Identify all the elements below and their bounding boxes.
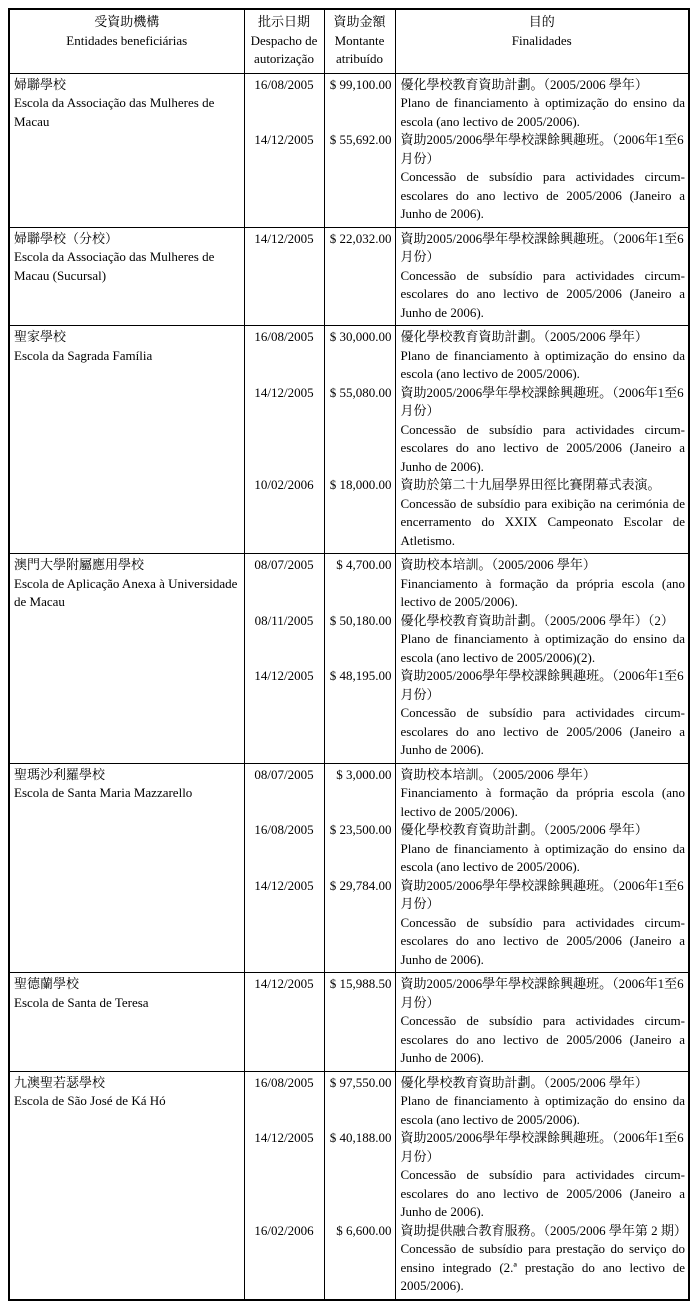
purpose-zh: 資助2005/2006學年學校課餘興趣班。（2006年1至6月份） [400,976,684,1010]
authorization-date-cell: 14/12/2005 [244,973,324,1072]
entity-name-zh: 婦聯學校 [14,76,67,92]
header-purpose-pt: Finalidades [511,32,572,48]
amount-cell: $ 50,180.00 [324,612,395,668]
authorization-date-cell: 14/12/2005 [244,877,324,973]
purpose-zh: 優化學校教育資助計劃。（2005/2006 學年） [400,76,648,92]
table-header [9,9,689,73]
purpose-pt: Concessão de subsídio para actividades circum-escolares do ano lectivo de 2005/2006 (Janeiro a Junho de 2006). [400,169,685,221]
entity-cell [9,763,244,973]
table-row [9,326,689,384]
header-row [9,9,689,73]
amount-cell: $ 23,500.00 [324,821,395,877]
authorization-date-cell: 08/11/2005 [244,612,324,668]
purpose-cell [395,227,689,326]
purpose-zh: 資助提供融合教育服務。（2005/2006 學年第 2 期） [400,1222,687,1238]
purpose-cell [395,667,689,763]
entity-name-zh: 聖家學校 [14,329,67,344]
purpose-cell [395,973,689,1072]
purpose-pt: Financiamento à formação da própria escola (ano lectivo de 2005/2006). [400,785,685,819]
entity-name-pt: Escola de Santa Maria Mazzarello [14,785,193,800]
authorization-date-cell: 08/07/2005 [244,554,324,612]
purpose-zh: 資助於第二十九屆學界田徑比賽閉幕式表演。 [400,477,661,492]
header-entity-zh: 受資助機構 [94,14,160,29]
purpose-cell [395,476,689,554]
entity-name-pt: Escola da Associação das Mulheres de Macau (Sucursal) [14,249,215,283]
amount-cell: $ 6,600.00 [324,1222,395,1300]
purpose-pt: Concessão de subsídio para actividades circum-escolares do ano lectivo de 2005/2006 (Janeiro a Junho de 2006). [400,267,685,320]
entity-cell [9,73,244,227]
purpose-pt: Plano de financiamento à optimização do ensino da escola (ano lectivo de 2005/2006)(2). [400,631,685,665]
header-date-zh: 批示日期 [257,14,310,29]
authorization-date-cell: 10/02/2006 [244,476,324,554]
purpose-zh: 優化學校教育資助計劃。（2005/2006 學年） [400,822,648,837]
authorization-date-cell: 16/08/2005 [244,326,324,384]
entity-name-zh: 婦聯學校（分校） [14,230,119,246]
amount-cell: $ 97,550.00 [324,1071,395,1129]
purpose-zh: 資助2005/2006學年學校課餘興趣班。（2006年1至6月份） [400,668,684,702]
amount-cell: $ 15,988.50 [324,973,395,1072]
purpose-pt: Plano de financiamento à optimização do ensino da escola (ano lectivo de 2005/2006). [400,95,685,129]
purpose-zh: 資助2005/2006學年學校課餘興趣班。（2006年1至6月份） [400,384,684,418]
purpose-zh: 資助2005/2006學年學校課餘興趣班。（2006年1至6月份） [400,132,684,166]
authorization-date-cell: 16/08/2005 [244,1071,324,1129]
entity-cell [9,1071,244,1300]
purpose-zh: 資助校本培訓。（2005/2006 學年） [400,766,596,782]
purpose-cell [395,1222,689,1300]
entity-cell [9,554,244,764]
amount-cell: $ 18,000.00 [324,476,395,554]
entity-name-zh: 九澳聖若瑟學校 [14,1074,106,1090]
amount-cell: $ 29,784.00 [324,877,395,973]
purpose-zh: 優化學校教育資助計劃。（2005/2006 學年） [400,329,648,344]
amount-cell: $ 99,100.00 [324,73,395,131]
header-amount-pt-2: atribuído [336,51,383,66]
authorization-date-cell: 16/08/2005 [244,821,324,877]
authorization-date-cell: 16/08/2005 [244,73,324,131]
header-date [244,9,324,73]
purpose-pt: Concessão de subsídio para actividades circum-escolares do ano lectivo de 2005/2006 (Janeiro a Junho de 2006). [400,421,685,474]
authorization-date-cell: 14/12/2005 [244,227,324,326]
purpose-pt: Plano de financiamento à optimização do ensino da escola (ano lectivo de 2005/2006). [400,840,685,874]
amount-cell: $ 3,000.00 [324,763,395,821]
header-amount [324,9,395,73]
header-entity [9,9,244,73]
purpose-cell [395,821,689,877]
header-amount-pt-1: Montante [334,32,385,48]
entity-cell [9,973,244,1072]
entity-name-pt: Escola de Aplicação Anexa à Universidade de Macau [14,575,238,609]
header-date-pt-2: autorização [254,51,314,66]
amount-cell: $ 40,188.00 [324,1129,395,1222]
entity-name-pt: Escola da Associação das Mulheres de Macau [14,95,215,129]
entity-cell [9,227,244,326]
purpose-zh: 資助校本培訓。（2005/2006 學年） [400,557,596,572]
purpose-zh: 資助2005/2006學年學校課餘興趣班。（2006年1至6月份） [400,1130,684,1164]
purpose-cell [395,384,689,477]
purpose-pt: Concessão de subsídio para actividades circum-escolares do ano lectivo de 2005/2006 (Janeiro a Junho de 2006). [400,914,685,967]
header-entity-pt: Entidades beneficiárias [66,32,188,48]
amount-cell: $ 22,032.00 [324,227,395,326]
purpose-cell [395,763,689,821]
entity-name-zh: 聖瑪沙利羅學校 [14,766,106,782]
authorization-date-cell: 14/12/2005 [244,384,324,477]
table-body [9,73,689,1300]
authorization-date-cell: 14/12/2005 [244,131,324,227]
entity-name-zh: 聖德蘭學校 [14,976,80,991]
table-row [9,973,689,1072]
purpose-pt: Concessão de subsídio para actividades circum-escolares do ano lectivo de 2005/2006 (Janeiro a Junho de 2006). [400,1167,685,1219]
authorization-date-cell: 08/07/2005 [244,763,324,821]
purpose-pt: Concessão de subsídio para actividades circum-escolares do ano lectivo de 2005/2006 (Janeiro a Junho de 2006). [400,705,685,757]
amount-cell: $ 55,080.00 [324,384,395,477]
amount-cell: $ 4,700.00 [324,554,395,612]
authorization-date-cell: 14/12/2005 [244,1129,324,1222]
amount-cell: $ 48,195.00 [324,667,395,763]
table-row [9,1071,689,1129]
table-row [9,73,689,131]
purpose-zh: 優化學校教育資助計劃。（2005/2006 學年） [400,1074,648,1090]
table-row [9,554,689,612]
subsidy-table [8,8,690,1301]
purpose-pt: Concessão de subsídio para prestação do serviço do ensino integrado (2.ª prestação do ano lectivo de 2005/2006). [400,1241,685,1293]
purpose-pt: Concessão de subsídio para exibição na cerimónia de encerramento do XXIX Campeonato Escolar de Atletismo. [400,495,685,548]
purpose-zh: 資助2005/2006學年學校課餘興趣班。（2006年1至6月份） [400,230,684,264]
amount-cell: $ 30,000.00 [324,326,395,384]
purpose-cell [395,73,689,131]
entity-name-zh: 澳門大學附屬應用學校 [14,557,145,572]
authorization-date-cell: 16/02/2006 [244,1222,324,1300]
purpose-zh: 資助2005/2006學年學校課餘興趣班。（2006年1至6月份） [400,877,684,911]
entity-name-pt: Escola de São José de Ká Hó [14,1093,166,1108]
entity-cell [9,326,244,554]
purpose-cell [395,554,689,612]
purpose-cell [395,1129,689,1222]
purpose-cell [395,612,689,668]
purpose-zh: 優化學校教育資助計劃。（2005/2006 學年）（2） [400,612,674,628]
entity-name-pt: Escola de Santa de Teresa [14,994,149,1010]
amount-cell: $ 55,692.00 [324,131,395,227]
header-amount-zh: 資助金額 [333,14,386,29]
entity-name-pt: Escola da Sagrada Família [14,347,153,363]
purpose-cell [395,1071,689,1129]
header-purpose [395,9,689,73]
purpose-pt: Financiamento à formação da própria escola (ano lectivo de 2005/2006). [400,575,685,609]
purpose-cell [395,877,689,973]
purpose-pt: Concessão de subsídio para actividades circum-escolares do ano lectivo de 2005/2006 (Janeiro a Junho de 2006). [400,1013,685,1065]
authorization-date-cell: 14/12/2005 [244,667,324,763]
purpose-cell [395,131,689,227]
table-row [9,763,689,821]
header-date-pt-1: Despacho de [250,32,318,48]
purpose-pt: Plano de financiamento à optimização do ensino da escola (ano lectivo de 2005/2006). [400,347,685,381]
purpose-pt: Plano de financiamento à optimização do ensino da escola (ano lectivo de 2005/2006). [400,1093,685,1127]
table-row [9,227,689,326]
purpose-cell [395,326,689,384]
header-purpose-zh: 目的 [528,14,555,29]
